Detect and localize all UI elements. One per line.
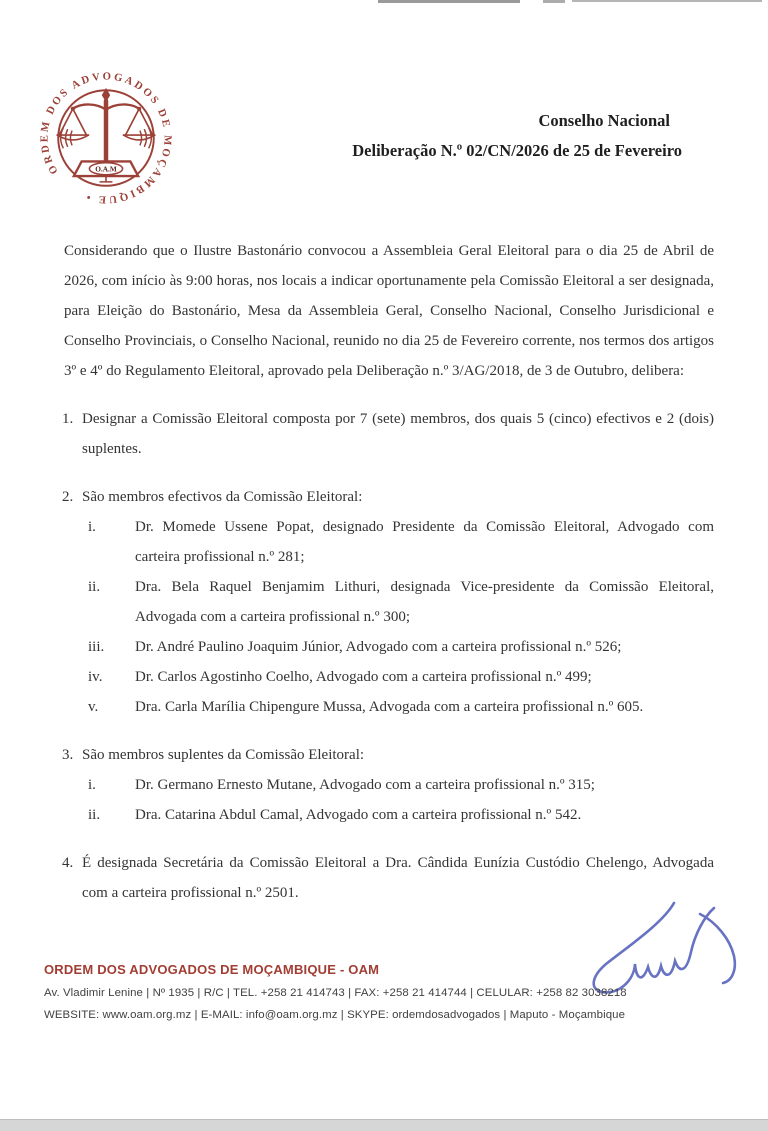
logo-ring-text: ORDEM DOS ADVOGADOS DE MOÇAMBIQUE • [38, 70, 174, 206]
subitem-text: Dra. Catarina Abdul Camal, Advogado com a carteira profissional n.º 542. [135, 807, 582, 823]
item-text: É designada Secretária da Comissão Eleitoral a Dra. Cândida Eunízia Custódio Chelengo, Advogada com a carteira profissional n.º 2501. [82, 855, 714, 901]
item-number: 2. [62, 489, 74, 505]
subitem-numeral: iv. [88, 669, 103, 685]
list-item-3 [62, 740, 714, 770]
sub-item [88, 572, 714, 632]
subitem-numeral: ii. [88, 807, 101, 823]
sub-item [88, 692, 714, 722]
item-text: São membros efectivos da Comissão Eleitoral: [82, 489, 363, 505]
subitem-numeral: iii. [88, 639, 105, 655]
footer-contact-line: WEBSITE: www.oam.org.mz | E-MAIL: info@oam.org.mz | SKYPE: ordemdosadvogados | Maputo - Moçambique [44, 1009, 626, 1021]
item-text: São membros suplentes da Comissão Eleitoral: [82, 747, 365, 763]
document-header [352, 106, 682, 166]
sub-item [88, 800, 714, 830]
page-edge [0, 1119, 768, 1131]
list-item-1 [62, 404, 714, 464]
document-body [0, 236, 768, 908]
footer-address-line: Av. Vladimir Lenine | Nº 1935 | R/C | TEL. +258 21 414743 | FAX: +258 21 414744 | CELULAR: +258 82 3038218 [44, 987, 627, 999]
scan-artifact [378, 0, 520, 3]
subitem-text: Dr. André Paulino Joaquim Júnior, Advogado com a carteira profissional n.º 526; [135, 639, 622, 655]
oam-seal-logo [28, 60, 184, 216]
scan-artifact [543, 0, 565, 3]
list-item-2 [62, 482, 714, 512]
sub-item [88, 512, 714, 572]
item-number: 4. [62, 855, 74, 871]
subitem-numeral: ii. [88, 579, 101, 595]
scan-artifact [572, 0, 762, 2]
sub-item [88, 632, 714, 662]
document-footer [44, 962, 704, 1026]
item-number: 3. [62, 747, 74, 763]
sub-item [88, 770, 714, 800]
subitem-numeral: i. [88, 519, 96, 535]
footer-org-name: ORDEM DOS ADVOGADOS DE MOÇAMBIQUE - OAM [44, 962, 380, 977]
document-title: Deliberação N.º 02/CN/2026 de 25 de Fevereiro [352, 141, 682, 160]
intro-paragraph: Considerando que o Ilustre Bastonário convocou a Assembleia Geral Eleitoral para o dia 25 de Abril de 2026, com início às 9:00 horas, nos locais a indicar oportunamente pela Comissão Eleitoral a ser designada, para Eleição do Bastonário, Mesa da Assembleia Geral, Conselho Nacional, Conselho Jurisdicional e Conselho Provinciais, o Conselho Nacional, reunido no dia 25 de Fevereiro corrente, nos termos dos artigos 3º e 4º do Regulamento Eleitoral, aprovado pela Deliberação n.º 3/AG/2018, de 3 de Outubro, delibera: [64, 243, 714, 379]
item-number: 1. [62, 411, 74, 427]
scales-of-justice-icon [28, 60, 184, 216]
subitem-text: Dr. Momede Ussene Popat, designado Presidente da Comissão Eleitoral, Advogado com carteira profissional n.º 281; [135, 519, 714, 565]
subitem-text: Dr. Carlos Agostinho Coelho, Advogado com a carteira profissional n.º 499; [135, 669, 592, 685]
header-council: Conselho Nacional [538, 111, 670, 130]
subitem-text: Dra. Carla Marília Chipengure Mussa, Advogada com a carteira profissional n.º 605. [135, 699, 644, 715]
subitem-numeral: i. [88, 777, 96, 793]
item-text: Designar a Comissão Eleitoral composta por 7 (sete) membros, dos quais 5 (cinco) efectivos e 2 (dois) suplentes. [82, 411, 714, 457]
subitem-numeral: v. [88, 699, 99, 715]
subitem-text: Dr. Germano Ernesto Mutane, Advogado com a carteira profissional n.º 315; [135, 777, 595, 793]
sub-item [88, 662, 714, 692]
subitem-text: Dra. Bela Raquel Benjamim Lithuri, designada Vice-presidente da Comissão Eleitoral, Advogada com a carteira profissional n.º 300; [135, 579, 714, 625]
logo-center-label: O.A.M [95, 164, 117, 174]
